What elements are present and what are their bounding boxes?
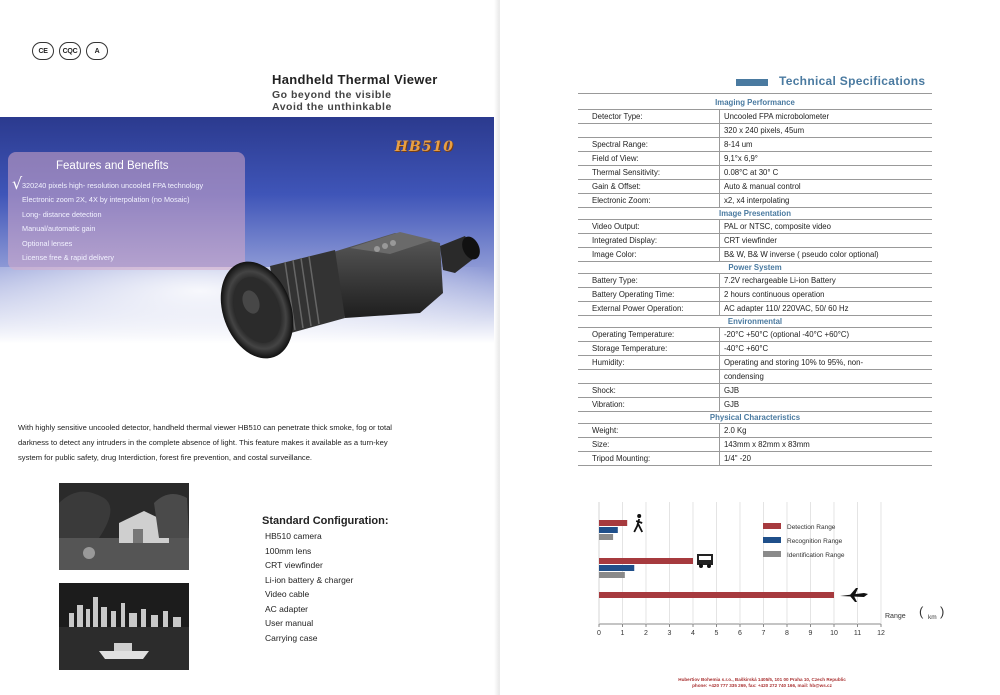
spec-value: 9,1°x 6,9° xyxy=(719,151,932,165)
standard-config-heading: Standard Configuration: xyxy=(262,515,389,527)
feature-item: Long- distance detection xyxy=(22,209,102,219)
feature-item: 320240 pixels high- resolution uncooled FPA technology xyxy=(22,181,204,190)
legend-label: Identification Range xyxy=(787,552,845,559)
spec-row xyxy=(578,247,932,261)
x-tick-label: 12 xyxy=(877,630,885,637)
unit-paren-open: ( xyxy=(919,604,924,619)
spec-row xyxy=(578,109,932,123)
x-tick-label: 5 xyxy=(714,630,719,637)
features-heading: Features and Benefits xyxy=(56,160,169,172)
spec-value: GJB xyxy=(719,397,932,411)
section-title-cell: Environmental xyxy=(578,315,932,327)
spec-row xyxy=(578,327,932,341)
spec-label: Image Color: xyxy=(578,247,719,261)
spec-label: Detector Type: xyxy=(578,109,719,123)
spec-value: 8-14 um xyxy=(719,137,932,151)
spec-row xyxy=(578,301,932,315)
aircraft-icon xyxy=(840,588,868,602)
x-tick-label: 11 xyxy=(853,630,862,637)
spec-label xyxy=(578,369,719,383)
thermal-camera-image xyxy=(215,218,485,368)
spec-row xyxy=(578,287,932,301)
spec-row xyxy=(578,151,932,165)
specs-top-rule xyxy=(578,93,932,94)
ce-mark-logo: CE xyxy=(32,42,54,60)
certification-logos xyxy=(32,42,108,60)
thermal-photo-harbor xyxy=(59,583,189,670)
spec-value: -20°C +50°C (optional -40°C +60°C) xyxy=(719,327,932,341)
spec-label: Weight: xyxy=(578,423,719,437)
spec-value: 0.08°C at 30° C xyxy=(719,165,932,179)
spec-label: Vibration: xyxy=(578,397,719,411)
feature-item: Optional lenses xyxy=(22,238,73,248)
features-list xyxy=(22,179,203,265)
spec-value: Auto & manual control xyxy=(719,179,932,193)
spec-row xyxy=(578,123,932,137)
spec-value: x2, x4 interpolating xyxy=(719,193,932,207)
spec-row xyxy=(578,383,932,397)
checkmark-icon: √ xyxy=(12,174,23,193)
spec-value: -40°C +60°C xyxy=(719,341,932,355)
spec-label: Operating Temperature: xyxy=(578,327,719,341)
config-item: Li-ion battery & charger xyxy=(265,574,354,585)
config-item: AC adapter xyxy=(265,603,308,614)
bar-identification-range xyxy=(599,572,625,578)
spec-value: GJB xyxy=(719,383,932,397)
spec-row xyxy=(578,423,932,437)
x-tick-label: 2 xyxy=(644,630,648,637)
x-tick-label: 3 xyxy=(667,630,672,637)
bar-detection-range xyxy=(599,520,627,526)
model-name: HB510 xyxy=(394,139,454,155)
section-title-cell: Image Presentation xyxy=(578,207,932,219)
specs-heading: Technical Specifications xyxy=(779,74,926,88)
footer-address: Hubertiov Bohemia s.r.o., Baškirská 1405/5, 101 00 Praha 10, Czech Republic xyxy=(678,677,846,682)
feature-item: License free & rapid delivery xyxy=(22,252,115,262)
spec-row xyxy=(578,397,932,411)
cqc-mark-logo: CQC xyxy=(59,42,81,60)
bar-detection-range xyxy=(599,592,834,598)
spec-value: condensing xyxy=(719,369,932,383)
x-tick-label: 6 xyxy=(738,630,742,637)
spec-value: PAL or NTSC, composite video xyxy=(719,219,932,233)
tagline-2: Avoid the unthinkable xyxy=(272,101,392,113)
spec-label: Electronic Zoom: xyxy=(578,193,719,207)
spec-label xyxy=(578,123,719,137)
config-item: Video cable xyxy=(265,589,310,599)
section-title-cell: Power System xyxy=(578,261,932,273)
spec-row xyxy=(578,369,932,383)
spec-value: Operating and storing 10% to 95%, non- xyxy=(719,355,932,369)
specs-table xyxy=(578,97,932,466)
spec-row xyxy=(578,165,932,179)
spec-value: 2.0 Kg xyxy=(719,423,932,437)
bar-detection-range xyxy=(599,558,693,564)
bar-recognition-range xyxy=(599,565,634,571)
spec-label: Humidity: xyxy=(578,355,719,369)
config-item: HB510 camera xyxy=(265,531,322,541)
legend-label: Detection Range xyxy=(787,524,836,531)
product-description xyxy=(18,420,488,465)
spec-label: Field of View: xyxy=(578,151,719,165)
x-tick-label: 7 xyxy=(761,630,766,637)
spec-value: 2 hours continuous operation xyxy=(719,287,932,301)
spec-row xyxy=(578,219,932,233)
spec-value: 7.2V rechargeable Li-ion Battery xyxy=(719,273,932,287)
description-line: With highly sensitive uncooled detector, handheld thermal viewer HB510 can penetrate thick smoke, fog or total xyxy=(18,423,392,432)
spec-label: Gain & Offset: xyxy=(578,179,719,193)
spec-label: Storage Temperature: xyxy=(578,341,719,355)
heading-accent-bar xyxy=(736,79,768,86)
x-tick-label: 0 xyxy=(597,630,601,637)
legend-swatch xyxy=(763,523,781,529)
spec-value: B& W, B& W inverse ( pseudo color optional) xyxy=(719,247,932,261)
contact-footer xyxy=(632,677,892,689)
vehicle-icon xyxy=(697,554,713,568)
spec-section-title xyxy=(578,261,932,273)
spec-section-title xyxy=(578,315,932,327)
description-line: darkness to detect any intruders in the complete absence of light. This feature makes it available as a turn-key xyxy=(18,438,388,447)
spec-label: Battery Type: xyxy=(578,273,719,287)
description-line: system for public safety, drug Interdiction, forest fire prevention, and costal surveillance. xyxy=(18,453,313,462)
spec-row xyxy=(578,341,932,355)
spec-label: Battery Operating Time: xyxy=(578,287,719,301)
footer-contact: phone: +420 777 335 269, fax: +420 272 740 166, mail: hb@ws.cz xyxy=(692,683,832,688)
config-item: Carrying case xyxy=(265,632,318,643)
spec-value: AC adapter 110/ 220VAC, 50/ 60 Hz xyxy=(719,301,932,315)
unit-paren-close: ) xyxy=(940,604,945,619)
spec-value: 1/4" -20 xyxy=(719,451,932,465)
spec-row xyxy=(578,273,932,287)
page-title: Handheld Thermal Viewer xyxy=(272,72,438,87)
bar-recognition-range xyxy=(599,527,618,533)
x-tick-label: 4 xyxy=(691,630,695,637)
standard-config-list xyxy=(265,529,353,645)
spec-row xyxy=(578,179,932,193)
x-axis-label: Range xyxy=(885,613,906,620)
spec-label: Spectral Range: xyxy=(578,137,719,151)
x-tick-label: 8 xyxy=(785,630,789,637)
thermal-photo-house xyxy=(59,483,189,570)
spec-label: Shock: xyxy=(578,383,719,397)
features-box xyxy=(8,152,245,270)
spec-value: Uncooled FPA microbolometer xyxy=(719,109,932,123)
spec-row xyxy=(578,233,932,247)
tagline-1: Go beyond the visible xyxy=(272,89,392,101)
feature-item: Manual/automatic gain xyxy=(22,224,96,234)
spec-value: CRT viewfinder xyxy=(719,233,932,247)
spec-row xyxy=(578,137,932,151)
spec-label: Size: xyxy=(578,437,719,451)
spec-section-title xyxy=(578,207,932,219)
range-chart xyxy=(589,496,963,642)
bar-identification-range xyxy=(599,534,613,540)
spec-label: Integrated Display: xyxy=(578,233,719,247)
spec-value: 143mm x 82mm x 83mm xyxy=(719,437,932,451)
spec-label: Tripod Mounting: xyxy=(578,451,719,465)
spec-label: Video Output: xyxy=(578,219,719,233)
legend-label: Recognition Range xyxy=(787,538,843,545)
x-tick-label: 1 xyxy=(620,630,625,637)
right-page xyxy=(500,0,1000,695)
x-axis-unit: km xyxy=(928,614,937,621)
person-icon xyxy=(634,514,642,532)
spec-section-title xyxy=(578,97,932,109)
spec-row xyxy=(578,355,932,369)
x-tick-label: 9 xyxy=(808,630,813,637)
spec-value: 320 x 240 pixels, 45um xyxy=(719,123,932,137)
spec-row xyxy=(578,193,932,207)
section-title-cell: Imaging Performance xyxy=(578,97,932,109)
legend-swatch xyxy=(763,551,781,557)
spec-row xyxy=(578,437,932,451)
spec-label: Thermal Sensitivity: xyxy=(578,165,719,179)
config-item: 100mm lens xyxy=(265,545,312,556)
spec-section-title xyxy=(578,411,932,423)
section-title-cell: Physical Characteristics xyxy=(578,411,932,423)
config-item: User manual xyxy=(265,618,314,628)
spec-label: External Power Operation: xyxy=(578,301,719,315)
legend-swatch xyxy=(763,537,781,543)
feature-item: Electronic zoom 2X, 4X by interpolation (no Mosaic) xyxy=(22,195,190,205)
config-item: CRT viewfinder xyxy=(265,560,323,570)
x-tick-label: 10 xyxy=(830,630,838,637)
spec-row xyxy=(578,451,932,465)
a-mark-logo: A xyxy=(86,42,108,60)
